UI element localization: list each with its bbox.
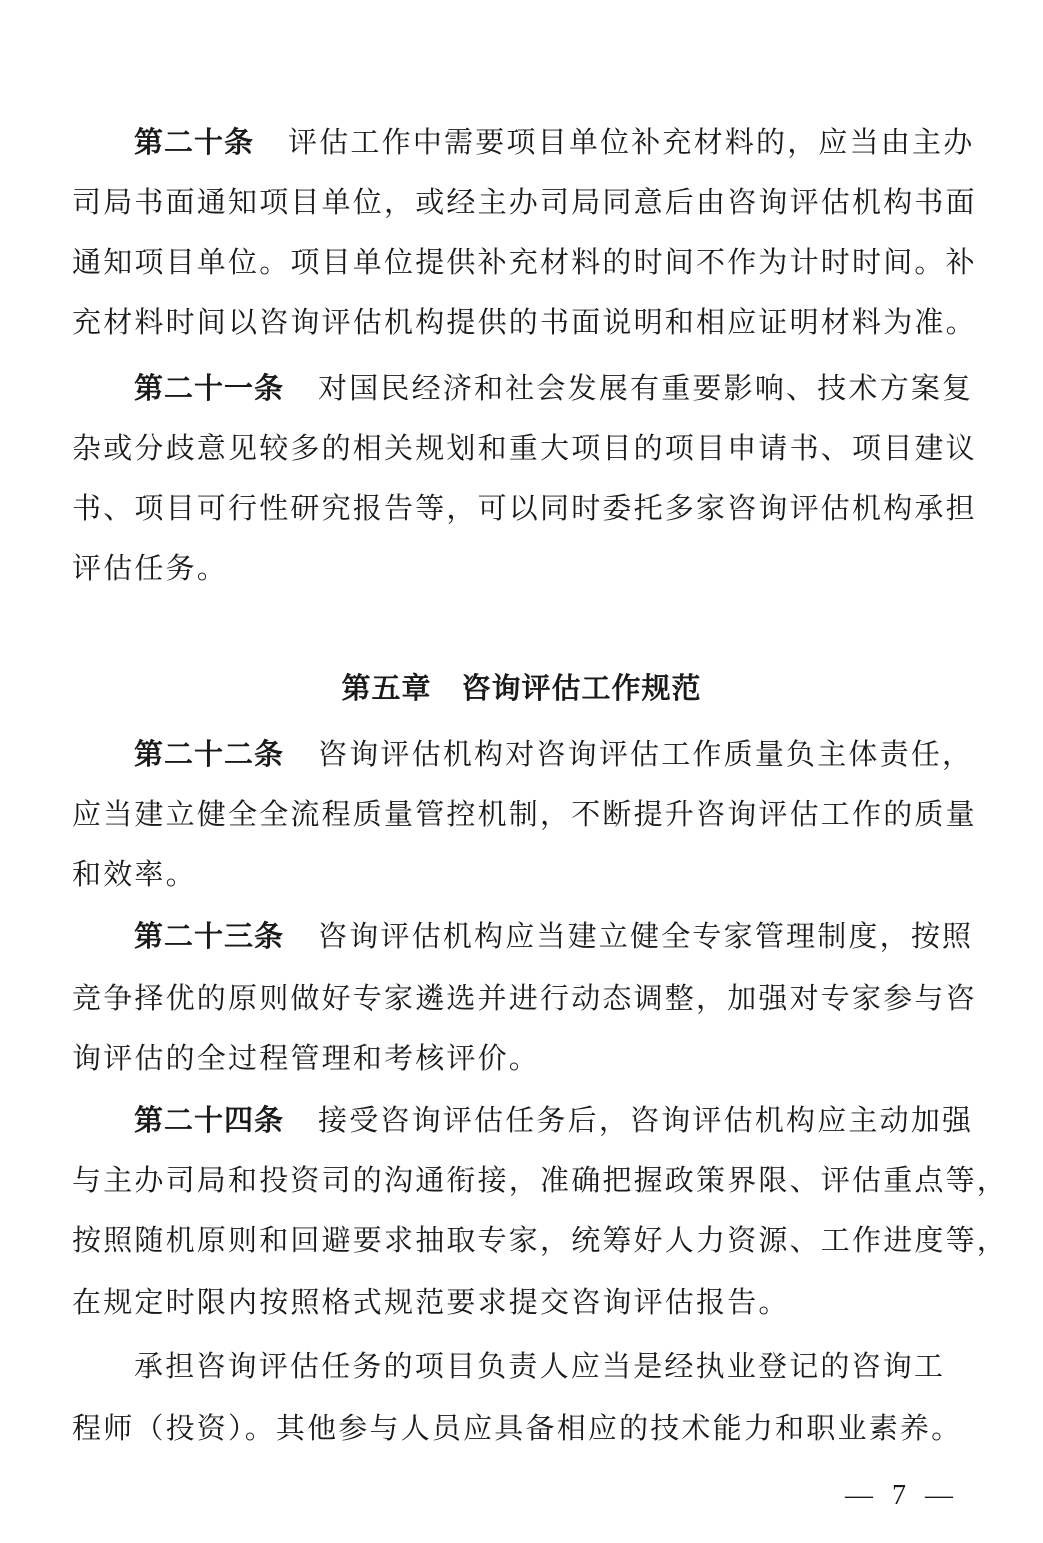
- article-22-line-1: [134, 734, 972, 774]
- article-number: 第二十二条: [134, 737, 285, 771]
- article-text: 对国民经济和社会发展有重要影响、技术方案复: [318, 371, 974, 405]
- article-22-line-2: 应当建立健全全流程质量管控机制，不断提升咨询评估工作的质量: [72, 797, 977, 831]
- article-text: 评估工作中需要项目单位补充材料的，应当由主办: [288, 125, 975, 159]
- article-20-line-3: 通知项目单位。项目单位提供补充材料的时间不作为计时时间。补: [72, 245, 977, 279]
- article-23-line-3: 询评估的全过程管理和考核评价。: [72, 1041, 541, 1075]
- article-21-line-4: 评估任务。: [72, 551, 229, 585]
- article-24-p2-line-2: 程师（投资）。其他参与人员应具备相应的技术能力和职业素养。: [72, 1411, 963, 1445]
- article-21-line-3: 书、项目可行性研究报告等，可以同时委托多家咨询评估机构承担: [72, 491, 977, 525]
- article-22-line-3: 和效率。: [72, 857, 197, 891]
- article-text: 咨询评估机构应当建立健全专家管理制度，按照: [318, 919, 974, 953]
- article-number: 第二十四条: [134, 1103, 285, 1137]
- article-number: 第二十条: [134, 125, 255, 159]
- article-23-line-2: 竞争择优的原则做好专家遴选并进行动态调整，加强对专家参与咨: [72, 981, 977, 1015]
- chapter-number: 第五章: [341, 671, 432, 705]
- article-24-line-4: 在规定时限内按照格式规范要求提交咨询评估报告。: [72, 1285, 790, 1319]
- page-number: — 7 —: [845, 1480, 959, 1511]
- article-number: 第二十一条: [134, 371, 285, 405]
- article-text: 咨询评估机构对咨询评估工作质量负主体责任，: [318, 737, 974, 771]
- article-21-line-1: [134, 368, 972, 408]
- article-24-p2-line-1: 承担咨询评估任务的项目负责人应当是经执业登记的咨询工: [134, 1349, 946, 1383]
- article-24-line-2: 与主办司局和投资司的沟通衔接，准确把握政策界限、评估重点等，: [72, 1163, 1009, 1197]
- article-24-line-1: [134, 1100, 972, 1140]
- article-20-line-1: [134, 122, 975, 162]
- article-text: 接受咨询评估任务后，咨询评估机构应主动加强: [318, 1103, 974, 1137]
- article-20-line-2: 司局书面通知项目单位，或经主办司局同意后由咨询评估机构书面: [72, 185, 977, 219]
- article-21-line-2: 杂或分歧意见较多的相关规划和重大项目的项目申请书、项目建议: [72, 431, 977, 465]
- chapter-heading: [0, 668, 1043, 708]
- article-number: 第二十三条: [134, 919, 285, 953]
- article-23-line-1: [134, 916, 972, 956]
- article-20-line-4: 充材料时间以咨询评估机构提供的书面说明和相应证明材料为准。: [72, 305, 977, 339]
- chapter-title: 咨询评估工作规范: [461, 671, 702, 705]
- article-24-line-3: 按照随机原则和回避要求抽取专家，统筹好人力资源、工作进度等，: [72, 1223, 1009, 1257]
